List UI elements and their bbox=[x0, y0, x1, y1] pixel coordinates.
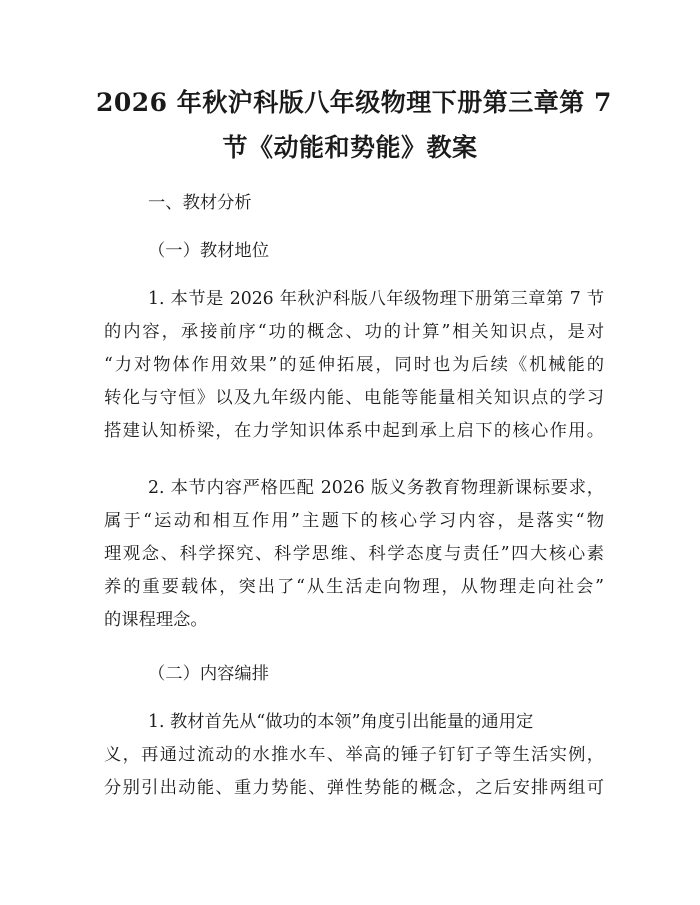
paragraph-2-line-5: 的课程理念。 bbox=[104, 610, 208, 630]
paragraph-3-line-3: 分别引出动能、重力势能、弹性势能的概念，之后安排两组可 bbox=[104, 778, 604, 798]
subsection-heading-arrangement: （二）内容编排 bbox=[148, 664, 269, 684]
paragraph-1-line-2: 的内容，承接前序“功的概念、功的计算”相关知识点，是对 bbox=[104, 322, 604, 342]
paragraph-2-line-1: 2. 本节内容严格匹配 2026 版义务教育物理新课标要求， bbox=[148, 478, 604, 498]
paragraph-3-line-1: 1. 教材首先从“做功的本领”角度引出能量的通用定 bbox=[148, 712, 534, 732]
subsection-heading-position: （一）教材地位 bbox=[148, 241, 269, 261]
paragraph-1-line-3: “力对物体作用效果”的延伸拓展，同时也为后续《机械能的 bbox=[104, 355, 604, 375]
section-heading: 一、教材分析 bbox=[148, 193, 252, 213]
document-title-line-2: 节《动能和势能》教案 bbox=[222, 133, 478, 162]
paragraph-2-line-4: 养的重要载体，突出了“从生活走向物理，从物理走向社会” bbox=[104, 577, 604, 597]
paragraph-1-line-5: 搭建认知桥梁，在力学知识体系中起到承上启下的核心作用。 bbox=[104, 421, 604, 441]
paragraph-2-line-3: 理观念、科学探究、科学思维、科学态度与责任”四大核心素 bbox=[104, 544, 604, 564]
paragraph-3-line-2: 义，再通过流动的水推水车、举高的锤子钉钉子等生活实例， bbox=[104, 745, 604, 765]
paragraph-1-line-1: 1. 本节是 2026 年秋沪科版八年级物理下册第三章第 7 节 bbox=[148, 289, 604, 309]
paragraph-2-line-2: 属于“运动和相互作用”主题下的核心学习内容，是落实“物 bbox=[104, 511, 604, 531]
document-title-line-1: 2026 年秋沪科版八年级物理下册第三章第 7 bbox=[96, 88, 612, 117]
paragraph-1-line-4: 转化与守恒》以及九年级内能、电能等能量相关知识点的学习 bbox=[104, 388, 604, 408]
